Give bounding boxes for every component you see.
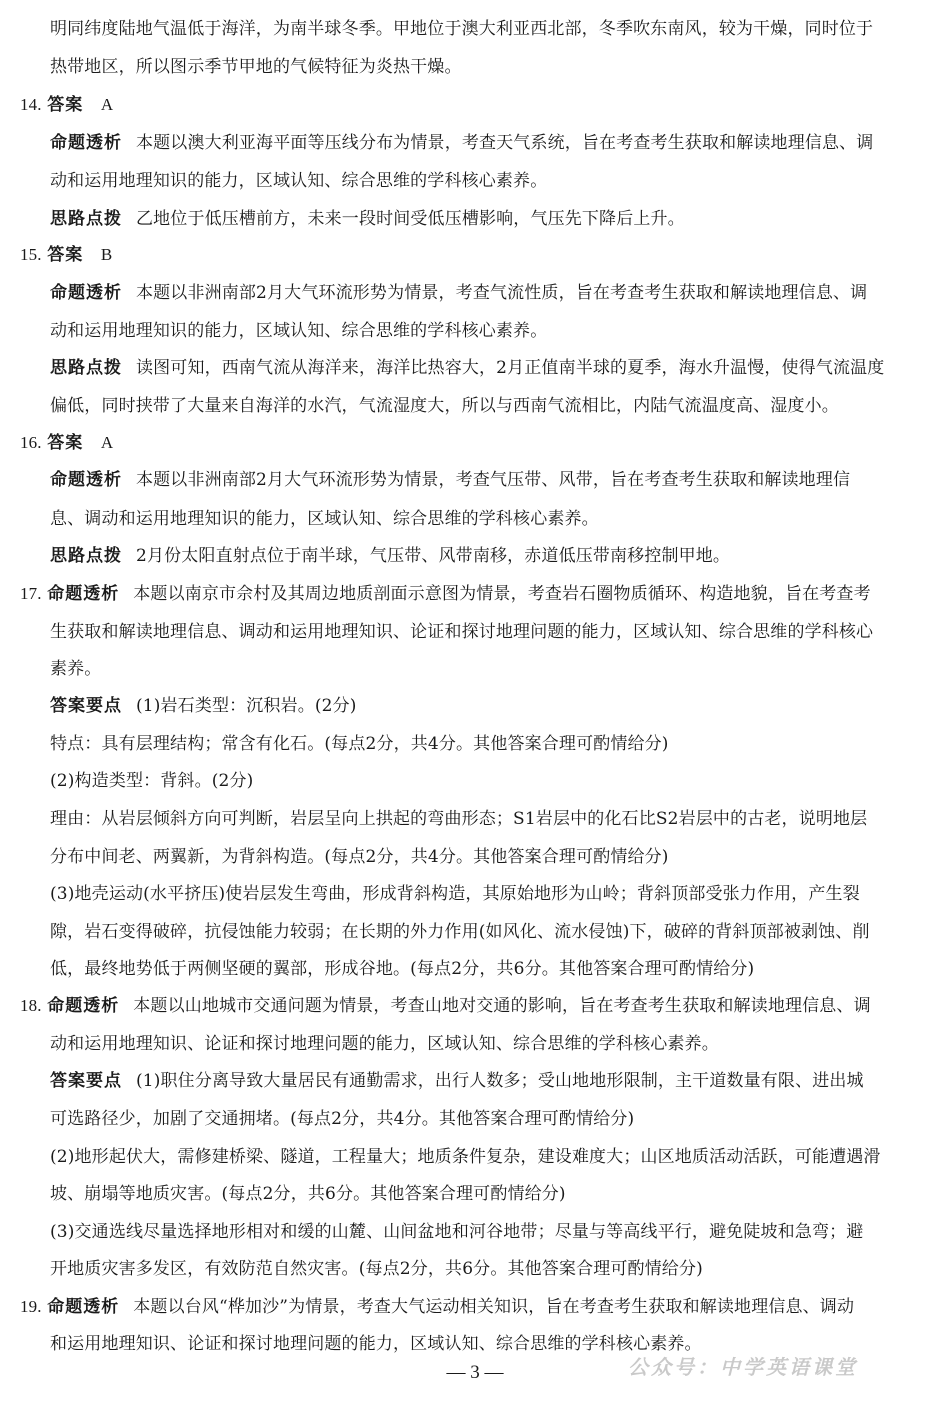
analysis-label: 命题透析 — [47, 996, 120, 1016]
hint-line: 思路点拨 读图可知，西南气流从海洋来，海洋比热容大，2月正值南半球的夏季，海水升温慢，使得气流温度 — [50, 358, 885, 378]
hint-label: 思路点拨 — [50, 358, 122, 378]
question-14-answer — [20, 93, 113, 117]
analysis-label: 命题透析 — [47, 1297, 120, 1317]
text-line: (2)地形起伏大，需修建桥梁、隧道，工程量大；地质条件复杂，建设难度大；山区地质活动活跃，可能遭遇滑 — [50, 1147, 881, 1167]
text-line: 素养。 — [50, 659, 102, 679]
question-17-analysis: 17. 命题透析 本题以南京市佘村及其周边地质剖面示意图为情景，考查岩石圈物质循环、构造地貌，旨在考查考 — [20, 584, 871, 604]
answer-choice: B — [100, 245, 113, 264]
text-line: 生获取和解读地理信息、调动和运用地理知识、论证和探讨地理问题的能力，区域认知、综合思维的学科核心 — [50, 622, 874, 642]
page-number: — 3 — — [446, 1362, 504, 1383]
hint-line: 思路点拨 乙地位于低压槽前方，未来一段时间受低压槽影响，气压先下降后上升。 — [50, 209, 685, 229]
analysis-label: 命题透析 — [50, 283, 122, 303]
analysis-label: 命题透析 — [47, 584, 120, 604]
question-number: 15. — [20, 245, 42, 264]
answer-choice: A — [100, 433, 114, 452]
answer-label: 答案 — [47, 95, 84, 115]
question-19-analysis: 19. 命题透析 本题以台风“桦加沙”为情景，考查大气运动相关知识，旨在考查考生获取和解读地理信息、调动 — [20, 1297, 855, 1317]
text-line: 偏低，同时挟带了大量来自海洋的水汽，气流湿度大，所以与西南气流相比，内陆气流温度高、湿度小。 — [50, 396, 839, 416]
key-points-label: 答案要点 — [50, 1071, 122, 1091]
text-line: 息、调动和运用地理知识的能力，区域认知、综合思维的学科核心素养。 — [50, 509, 599, 529]
analysis-label: 命题透析 — [50, 133, 122, 153]
text-line: 可选路径少，加剧了交通拥堵。(每点2分，共4分。其他答案合理可酌情给分) — [50, 1109, 635, 1129]
answer-choice: A — [100, 95, 114, 114]
question-number: 17. — [20, 584, 42, 603]
text-line: 和运用地理知识、论证和探讨地理问题的能力，区域认知、综合思维的学科核心素养。 — [50, 1334, 702, 1354]
question-15-answer — [20, 243, 112, 267]
answer-label: 答案 — [47, 433, 84, 453]
watermark: 公众号：中学英语课堂 — [628, 1355, 858, 1379]
text-line: (3)地壳运动(水平挤压)使岩层发生弯曲，形成背斜构造，其原始地形为山岭；背斜顶部受张力作用，产生裂 — [50, 884, 860, 904]
text-line: 动和运用地理知识、论证和探讨地理问题的能力，区域认知、综合思维的学科核心素养。 — [50, 1034, 719, 1054]
text-line: 低，最终地势低于两侧坚硬的翼部，形成谷地。(每点2分，共6分。其他答案合理可酌情给分) — [50, 959, 755, 979]
analysis-line: 命题透析 本题以澳大利亚海平面等压线分布为情景，考查天气系统，旨在考查考生获取和解读地理信息、调 — [50, 133, 874, 153]
text-line: 动和运用地理知识的能力，区域认知、综合思维的学科核心素养。 — [50, 321, 548, 341]
question-number: 19. — [20, 1297, 42, 1316]
text-line: 特点：具有层理结构；常含有化石。(每点2分，共4分。其他答案合理可酌情给分) — [50, 734, 669, 754]
analysis-label: 命题透析 — [50, 470, 122, 490]
text-line: 开地质灾害多发区，有效防范自然灾害。(每点2分，共6分。其他答案合理可酌情给分) — [50, 1259, 703, 1279]
text-line: 分布中间老、两翼新，为背斜构造。(每点2分，共4分。其他答案合理可酌情给分) — [50, 847, 669, 867]
answer-label: 答案 — [47, 245, 84, 265]
text-line: 动和运用地理知识的能力，区域认知、综合思维的学科核心素养。 — [50, 171, 548, 191]
text-line: (3)交通选线尽量选择地形相对和缓的山麓、山间盆地和河谷地带；尽量与等高线平行，避免陡坡和急弯；避 — [50, 1222, 864, 1242]
text-line: 明同纬度陆地气温低于海洋，为南半球冬季。甲地位于澳大利亚西北部，冬季吹东南风，较为干燥，同时位于 — [50, 19, 874, 39]
question-18-analysis: 18. 命题透析 本题以山地城市交通问题为情景，考查山地对交通的影响，旨在考查考生获取和解读地理信息、调 — [20, 996, 871, 1016]
question-16-answer — [20, 431, 113, 455]
text-line: (2)构造类型：背斜。(2分) — [50, 771, 254, 791]
key-points-line: 答案要点 (1)岩石类型：沉积岩。(2分) — [50, 696, 357, 716]
question-number: 18. — [20, 996, 42, 1015]
key-points-line: 答案要点 (1)职住分离导致大量居民有通勤需求，出行人数多；受山地地形限制，主干道数量有限、进出城 — [50, 1071, 864, 1091]
key-points-label: 答案要点 — [50, 696, 122, 716]
hint-label: 思路点拨 — [50, 209, 122, 229]
hint-line: 思路点拨 2月份太阳直射点位于南半球，气压带、风带南移，赤道低压带南移控制甲地。 — [50, 546, 731, 566]
hint-label: 思路点拨 — [50, 546, 122, 566]
text-line: 理由：从岩层倾斜方向可判断，岩层呈向上拱起的弯曲形态；S1岩层中的化石比S2岩层中的古老，说明地层 — [50, 809, 868, 829]
analysis-line: 命题透析 本题以非洲南部2月大气环流形势为情景，考查气压带、风带，旨在考查考生获取和解读地理信 — [50, 470, 851, 490]
question-number: 16. — [20, 433, 42, 452]
text-line: 热带地区，所以图示季节甲地的气候特征为炎热干燥。 — [50, 57, 462, 77]
text-line: 坡、崩塌等地质灾害。(每点2分，共6分。其他答案合理可酌情给分) — [50, 1184, 566, 1204]
text-line: 隙，岩石变得破碎，抗侵蚀能力较弱；在长期的外力作用(如风化、流水侵蚀)下，破碎的背斜顶部被剥蚀、削 — [50, 922, 870, 942]
analysis-line: 命题透析 本题以非洲南部2月大气环流形势为情景，考查气流性质，旨在考查考生获取和解读地理信息、调 — [50, 283, 868, 303]
question-number: 14. — [20, 95, 42, 114]
